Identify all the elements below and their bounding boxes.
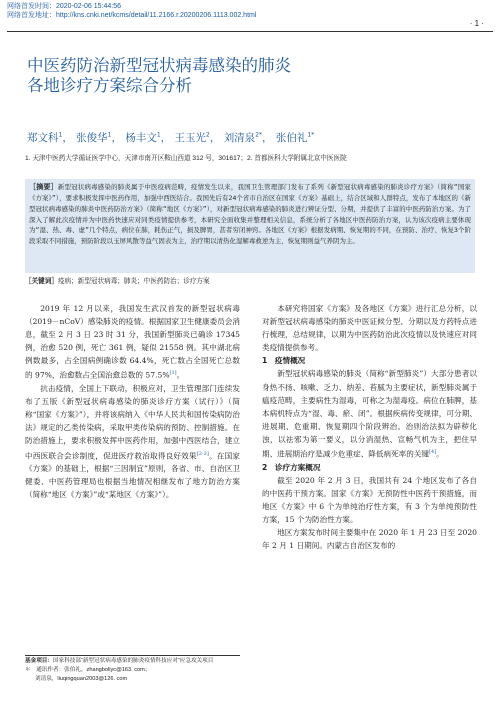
paragraph: 本研究将国家《方案》及各地区《方案》进行汇总分析，以对新型冠状病毒感染的肺炎中医证候分型、分期以及方药特点进行梳理，总结规律，以期为中医药防治此次疫情以及快速应对同类疫情提供参考。 bbox=[262, 304, 477, 353]
author: 王玉光$^2$ bbox=[174, 131, 210, 144]
corresponding-author bbox=[25, 675, 240, 684]
abstract-text: 新型冠状病毒感染的肺炎属于中医疫病范畴，疫情发生以来，我国卫生管理部门发布了系列《新型冠状病毒感染的肺炎诊疗方案》（简称“国家《方案》”），要求积极发挥中医药作用，加强中西医结合。我国先后有24个省市自治区在国家《方案》基础上，结合区域和人群特点，发布了本地区的《新型冠状病毒感染的肺炎中医药防治方案》（简称“地区《方案》”），对新型冠状病毒感染的肺炎进行辨证分型、分期，并提供了丰富的中医药防治方案。为了深入了解此次疫情并为中医药快速应对同类疫情提供参考，本研究全面收集并整理相关信息，系统分析了各地区中医药防治方案，认为该次疫病主要体现为“湿、热、毒、虚”几个特点，病位在肺，耗伤正气，损及脾胃，甚者穷闭神窍。各地区《方案》根据发病期、恢复期的不同，在预防、治疗、恢复3个阶段采取不同措施，预防阶段以玉屏风散等益气固表为主，治疗期以清热化湿解毒救逆为主，恢复期则益气养阴为主。 bbox=[29, 183, 472, 246]
body-column-right bbox=[262, 302, 477, 552]
keywords-label: ［关键词］ bbox=[25, 277, 58, 285]
footnotes bbox=[25, 657, 240, 684]
affiliations: 1. 天津中医药大学循证医学中心，天津市南开区鞍山西道 312 号，301617；2. 首都医科大学附属北京中医医院 bbox=[25, 155, 347, 162]
section-heading: 2 诊疗方案概况 bbox=[262, 462, 321, 472]
page-number: · 1 · bbox=[469, 19, 484, 28]
online-publication-url[interactable]: 网络首发地址：http://kns.cnki.net/kcms/detail/11.2166.r.20200206.1113.002.html bbox=[7, 12, 257, 19]
author-list: 郑文科$^1$， 张俊华$^1$， 杨丰文$^1$， 王玉光$^2$， 刘清泉$^{2*}$， 张伯礼$^{1*}$ bbox=[27, 131, 315, 144]
paragraph: 抗击疫情，全国上下联动，积极应对，卫生管理部门连续发布了五版《新型冠状病毒感染的肺炎诊疗方案（试行）》（简称“国家《方案》”），并将该病纳入《中华人民共和国传染病防治法》规定的乙类传染病，采取甲类传染病的预防、控制措施。在防治措施上，要求积极发挥中医药作用，加强中西医结合，建立中西医联合会诊制度，促进医疗救治取得良好效果[2-3]。在国家《方案》的基础上，根据“三因制宜”原则，各省、市、自治区卫健委、中医药管理局也根据当地情况相继发布了地方防治方案（简称“地区《方案》”或“某地区《方案》”）。 bbox=[25, 384, 241, 500]
email-link[interactable]: 张伯礼，zhangboliyc@163. com； bbox=[64, 667, 151, 673]
abstract-box bbox=[25, 179, 475, 273]
corresponding-author: ＊ 通讯作者：张伯礼，zhangboliyc@163. com； bbox=[25, 667, 151, 673]
abstract bbox=[25, 179, 475, 247]
email-link[interactable]: 刘清泉，liuqingquan2003@126. com bbox=[35, 676, 128, 682]
paragraph: 新型冠状病毒感染的肺炎（简称“新型肺炎”）大部分患者以身热不扬、咳嗽、乏力、纳差、苔腻为主要症状，新型肺炎属于瘟疫范畴，主要病性为湿毒，可称之为湿毒疫。病位在肺脾，基本病机特点为“湿、毒、瘀、闭”。根据疾病传变规律，可分期、进展期、危重期、恢复期四个阶段辨治。治则治法拟为辟秽化浊，以祛邪为第一要义，以分消湿热、宣畅气机为主，把住早期、进展期治疗是减少危重症、降低病死率的关键[4]。 bbox=[262, 369, 477, 459]
online-publication-info bbox=[7, 2, 256, 20]
author: 张俊华$^1$ bbox=[76, 131, 112, 144]
citation[interactable]: [1] bbox=[169, 370, 177, 377]
footnote-rule bbox=[25, 655, 240, 656]
paragraph: 地区方案发布时间主要集中在 2020 年 1 月 23 日至 2020 年 2 月 1 日期间。内蒙古自治区发布的 bbox=[262, 528, 477, 551]
author: 杨丰文$^1$ bbox=[125, 131, 161, 144]
body-column-left bbox=[25, 302, 240, 501]
section-heading: 1 疫情概况 bbox=[262, 356, 306, 366]
keywords bbox=[25, 275, 475, 285]
abstract-label: ［摘要］ bbox=[29, 183, 58, 191]
author: 郑文科$^1$ bbox=[27, 131, 63, 144]
keywords-text: 疫病；新型冠状病毒；肺炎；中医药防治；诊疗方案 bbox=[57, 277, 210, 285]
paragraph: 截至 2020 年 2 月 3 日，我国共有 24 个地区发布了各自的中医药干预方案。国家《方案》无预防性中医药干预措施，而地区《方案》中 6 个为单纯治疗性方案，有 3 个为单纯预防性方案，15 个为防治性方案。 bbox=[262, 475, 477, 525]
author: 刘清泉$^{2*}$ bbox=[223, 131, 263, 144]
article-title-line-1: 中医药防治新型冠状病毒感染的肺炎 bbox=[27, 56, 291, 75]
article-title bbox=[27, 56, 477, 96]
citation[interactable]: [4] bbox=[429, 449, 437, 456]
article-title-line-2: 各地诊疗方案综合分析 bbox=[27, 76, 192, 95]
citation[interactable]: [2-3] bbox=[196, 450, 209, 457]
funding-note: 基金项目：国家科技部“新型冠状病毒感染的肺炎疫情科技应对”应急攻关项目 bbox=[25, 658, 214, 664]
header-rule bbox=[7, 31, 493, 32]
online-publication-time: 网络首发时间：2020-02-06 15:44:56 bbox=[7, 3, 121, 10]
author: 张伯礼$^{1*}$ bbox=[275, 131, 315, 144]
paragraph: 2019 年 12 月以来，我国发生武汉首发的新型冠状病毒（2019－nCoV）感染肺炎的疫情。根据国家卫生健康委员会消息，截至 2 月 3 日 23 时 31 分，我国新型肺炎已确诊 17345 例，治愈 520 例，死亡 361 例，疑似 21558 例。其中湖北病例数最多，占全国病例确诊数 64.4%，死亡数占全国死亡总数的 97%，治愈数占全国治愈总数的 57.5%[1]。 bbox=[25, 304, 240, 380]
